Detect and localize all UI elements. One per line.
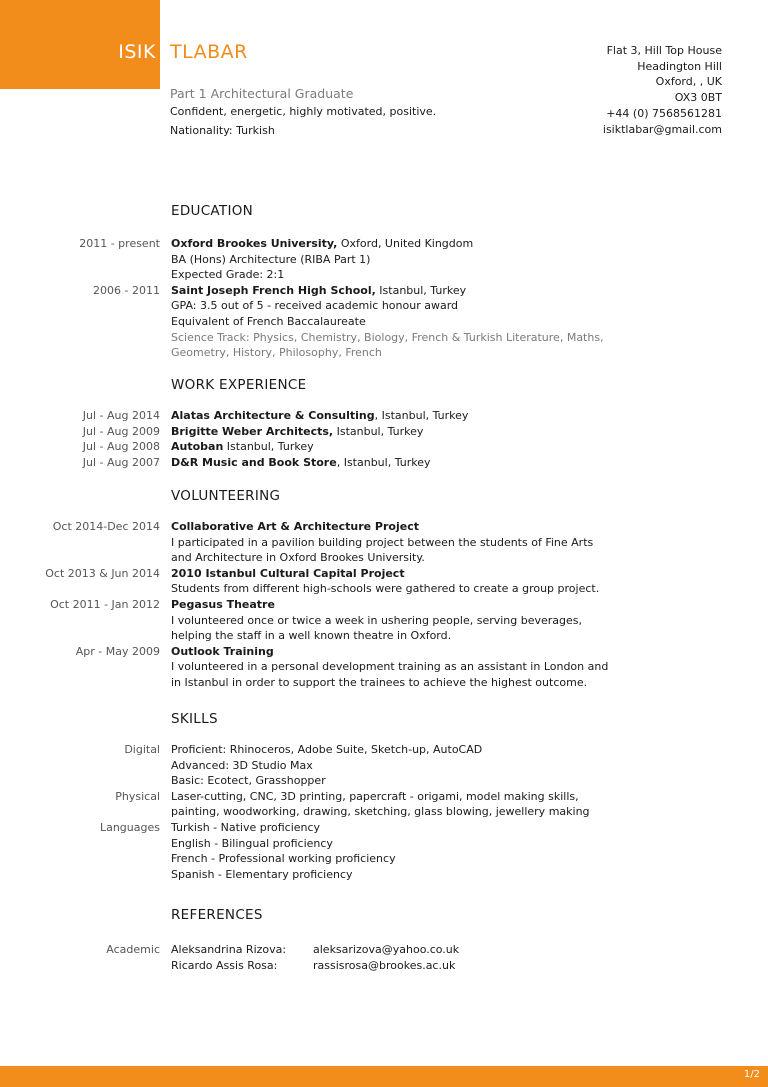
skill-line: Laser-cutting, CNC, 3D printing, papercraft - origami, model making skills, xyxy=(171,789,579,803)
skill-category: Languages xyxy=(99,821,160,834)
entry-heading xyxy=(171,439,314,455)
reference-email: rassisrosa@brookes.ac.uk xyxy=(313,958,456,972)
entry-detail: Equivalent of French Baccalaureate xyxy=(171,315,366,328)
section-title: SKILLS xyxy=(171,711,218,727)
entry-detail: I participated in a pavilion building project between the students of Fine Arts xyxy=(171,535,594,549)
institution-name: Oxford Brookes University, xyxy=(171,237,338,250)
entry-date: Oct 2014-Dec 2014 xyxy=(52,520,160,533)
employer-location: , Istanbul, Turkey xyxy=(374,409,469,422)
employer-name: Autoban xyxy=(171,440,224,454)
employer-name: Alatas Architecture & Consulting xyxy=(171,409,375,422)
reference-name: Ricardo Assis Rosa: xyxy=(171,958,278,972)
entry-date: Apr - May 2009 xyxy=(75,644,160,658)
phone-number: +44 (0) 7568561281 xyxy=(606,106,722,120)
entry-detail: GPA: 3.5 out of 5 - received academic honour award xyxy=(171,299,459,313)
entry-date: Jul - Aug 2014 xyxy=(82,409,160,422)
institution-name: Saint Joseph French High School, xyxy=(171,283,376,297)
skill-line: English - Bilingual proficiency xyxy=(171,836,333,850)
email-address: isiktlabar@gmail.com xyxy=(602,122,722,136)
section-title: WORK EXPERIENCE xyxy=(171,377,307,393)
entry-heading xyxy=(171,424,423,440)
skill-line: Turkish - Native proficiency xyxy=(171,821,321,834)
entry-date: 2006 - 2011 xyxy=(93,283,160,297)
reference-name: Aleksandrina Rizova: xyxy=(171,943,287,956)
entry-heading xyxy=(171,236,473,252)
entry-date: Jul - Aug 2008 xyxy=(82,440,160,454)
skill-line: Basic: Ecotect, Grasshopper xyxy=(171,774,326,788)
skill-category: Physical xyxy=(115,789,160,803)
skill-line: French - Professional working proficiency xyxy=(171,852,396,866)
entry-date: Jul - Aug 2007 xyxy=(82,455,160,469)
postcode: OX3 0BT xyxy=(674,91,722,105)
entry-date: 2011 - present xyxy=(79,237,160,250)
employer-location: Istanbul, Turkey xyxy=(223,440,314,454)
project-name: Collaborative Art & Architecture Project xyxy=(171,520,419,533)
skill-category: Digital xyxy=(124,743,160,756)
reference-category: Academic xyxy=(106,943,160,956)
skill-line: Spanish - Elementary proficiency xyxy=(171,867,353,881)
entry-detail: Geometry, History, Philosophy, French xyxy=(171,346,382,360)
entry-heading xyxy=(171,408,468,424)
section-title: VOLUNTEERING xyxy=(171,488,281,504)
address-line: Headington Hill xyxy=(637,59,722,73)
skill-line: Advanced: 3D Studio Max xyxy=(171,758,313,772)
project-name: Outlook Training xyxy=(171,644,274,658)
project-name: 2010 Istanbul Cultural Capital Project xyxy=(171,566,405,580)
institution-location: Oxford, United Kingdom xyxy=(337,237,474,250)
address-line: Oxford, , UK xyxy=(655,75,722,89)
employer-location: Istanbul, Turkey xyxy=(333,424,424,438)
project-name: Pegasus Theatre xyxy=(171,598,275,611)
entry-detail: Science Track: Physics, Chemistry, Biology, French & Turkish Literature, Maths, xyxy=(171,330,604,344)
nationality: Nationality: Turkish xyxy=(170,124,275,137)
first-name: ISIK xyxy=(118,41,156,63)
entry-date: Oct 2011 - Jan 2012 xyxy=(50,598,160,611)
entry-heading xyxy=(171,455,431,471)
page-number: 1/2 xyxy=(743,1069,760,1080)
entry-date: Jul - Aug 2009 xyxy=(82,424,160,438)
skill-line: painting, woodworking, drawing, sketching, glass blowing, jewellery making xyxy=(171,805,590,819)
entry-date: Oct 2013 & Jun 2014 xyxy=(45,566,160,580)
entry-detail: helping the staff in a well known theatre in Oxford. xyxy=(171,629,452,643)
skill-line: Proficient: Rhinoceros, Adobe Suite, Sketch-up, AutoCAD xyxy=(171,743,483,756)
employer-name: D&R Music and Book Store xyxy=(171,455,337,469)
entry-detail: in Istanbul in order to support the trainees to achieve the highest outcome. xyxy=(171,676,588,689)
employer-name: Brigitte Weber Architects, xyxy=(171,424,334,438)
section-title: EDUCATION xyxy=(171,203,254,219)
entry-detail: I volunteered in a personal development training as an assistant in London and xyxy=(171,660,609,674)
entry-detail: and Architecture in Oxford Brookes University. xyxy=(171,551,425,565)
entry-detail: BA (Hons) Architecture (RIBA Part 1) xyxy=(171,252,371,266)
tagline: Confident, energetic, highly motivated, positive. xyxy=(170,105,437,118)
institution-location: Istanbul, Turkey xyxy=(375,283,467,297)
last-name: TLABAR xyxy=(170,41,248,63)
employer-location: , Istanbul, Turkey xyxy=(336,455,431,469)
reference-email: aleksarizova@yahoo.co.uk xyxy=(313,943,460,956)
contact-block xyxy=(603,43,722,137)
entry-detail: Expected Grade: 2:1 xyxy=(171,268,285,282)
address-line: Flat 3, Hill Top House xyxy=(606,44,722,57)
headline: Part 1 Architectural Graduate xyxy=(170,86,354,101)
footer-bar xyxy=(0,1066,768,1087)
entry-heading xyxy=(171,283,466,299)
section-title: REFERENCES xyxy=(171,907,263,923)
entry-detail: I volunteered once or twice a week in ushering people, serving beverages, xyxy=(171,613,583,627)
entry-detail: Students from different high-schools were gathered to create a group project. xyxy=(171,582,600,596)
